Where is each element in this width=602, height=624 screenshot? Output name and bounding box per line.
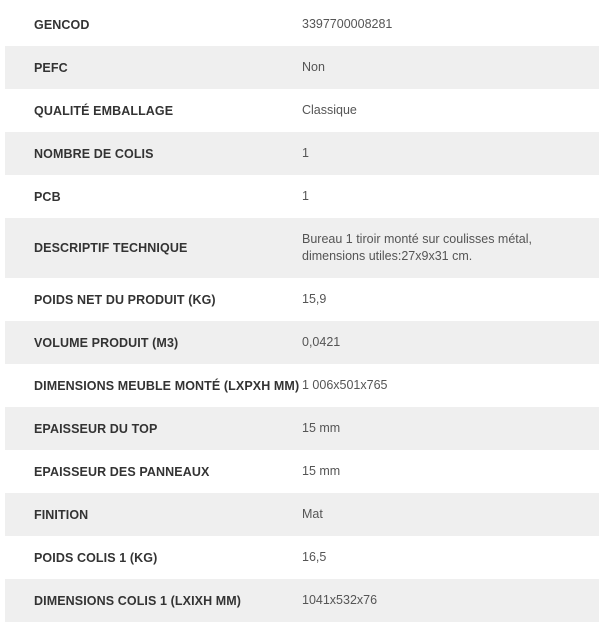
- spec-label: EPAISSEUR DES PANNEAUX: [34, 464, 210, 479]
- spec-row-dimensions-colis: [5, 579, 599, 622]
- spec-row-poids-colis: [5, 536, 599, 579]
- spec-value: 15 mm: [302, 421, 341, 435]
- spec-label: FINITION: [34, 507, 89, 522]
- spec-row-poids-net: [5, 278, 599, 321]
- spec-value: 1: [302, 146, 309, 160]
- spec-label: NOMBRE DE COLIS: [34, 146, 154, 161]
- spec-value: 1041x532x76: [302, 593, 378, 607]
- spec-row-nombre-de-colis: [5, 132, 599, 175]
- spec-label: DIMENSIONS COLIS 1 (LXIXH MM): [34, 593, 242, 608]
- spec-value: 16,5: [302, 550, 327, 564]
- spec-label: POIDS COLIS 1 (KG): [34, 550, 158, 565]
- spec-row-finition: [5, 493, 599, 536]
- spec-row-gencod: [5, 3, 599, 46]
- spec-value-line: Bureau 1 tiroir monté sur coulisses métal,: [302, 232, 532, 246]
- spec-value: 15,9: [302, 292, 327, 306]
- spec-label: GENCOD: [34, 17, 90, 32]
- product-specs-table: [5, 3, 599, 622]
- spec-label: EPAISSEUR DU TOP: [34, 421, 158, 436]
- spec-value: 0,0421: [302, 335, 341, 349]
- spec-label: PCB: [34, 189, 61, 204]
- spec-label: DESCRIPTIF TECHNIQUE: [34, 241, 188, 255]
- spec-label: QUALITÉ EMBALLAGE: [34, 103, 174, 118]
- spec-value-multiline: [302, 231, 599, 265]
- spec-label: DIMENSIONS MEUBLE MONTÉ (LXPXH MM): [34, 378, 300, 393]
- spec-value: Mat: [302, 507, 323, 521]
- spec-value: 1 006x501x765: [302, 378, 388, 392]
- spec-value: Non: [302, 60, 325, 74]
- spec-label: POIDS NET DU PRODUIT (KG): [34, 292, 216, 307]
- spec-label: VOLUME PRODUIT (M3): [34, 335, 179, 350]
- spec-row-qualite-emballage: [5, 89, 599, 132]
- spec-value: 1: [302, 189, 309, 203]
- spec-value: Classique: [302, 103, 357, 117]
- spec-value: 3397700008281: [302, 17, 393, 31]
- spec-row-volume-produit: [5, 321, 599, 364]
- spec-row-epaisseur-panneaux: [5, 450, 599, 493]
- spec-value-line: dimensions utiles:27x9x31 cm.: [302, 249, 473, 263]
- spec-label: PEFC: [34, 60, 68, 75]
- spec-row-pefc: [5, 46, 599, 89]
- spec-row-dimensions-meuble: [5, 364, 599, 407]
- spec-value: 15 mm: [302, 464, 341, 478]
- spec-row-epaisseur-top: [5, 407, 599, 450]
- spec-row-pcb: [5, 175, 599, 218]
- spec-row-descriptif-technique: [5, 218, 599, 278]
